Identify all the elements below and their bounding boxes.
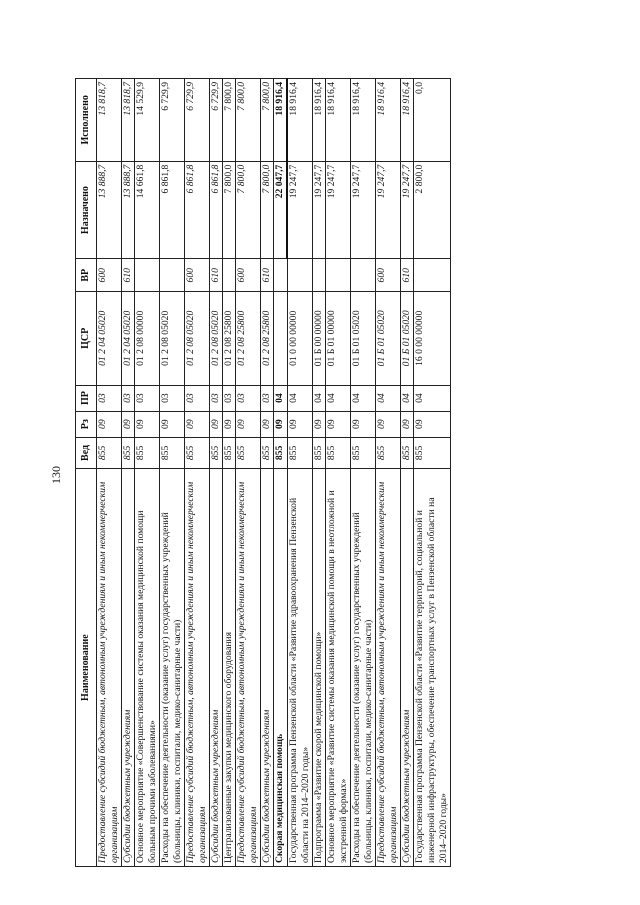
cell-ved: 855 <box>350 437 375 469</box>
cell-executed: 0,0 <box>413 79 450 162</box>
cell-executed: 7 800,0 <box>236 79 261 162</box>
cell-rz: 09 <box>223 411 236 437</box>
table-row <box>350 79 375 867</box>
cell-executed: 7 800,0 <box>261 79 274 162</box>
col-header-csr: ЦСР <box>76 292 97 385</box>
cell-csr: 01 2 08 05020 <box>160 292 185 385</box>
cell-ved: 855 <box>223 437 236 469</box>
cell-executed: 7 800,0 <box>223 79 236 162</box>
table-row <box>97 79 122 867</box>
cell-csr: 01 2 04 05020 <box>122 292 135 385</box>
cell-rz: 09 <box>274 411 288 437</box>
cell-rz: 09 <box>287 411 312 437</box>
cell-name: Субсидии бюджетным учреждениям <box>122 469 135 867</box>
cell-assigned: 7 800,0 <box>223 161 236 259</box>
cell-name: Скорая медицинская помощь <box>274 469 288 867</box>
table-row <box>312 79 325 867</box>
cell-rz: 09 <box>400 411 413 437</box>
table-row <box>413 79 450 867</box>
cell-rz: 09 <box>135 411 160 437</box>
col-header-name: Наименование <box>76 469 97 867</box>
cell-rz: 09 <box>375 411 400 437</box>
cell-executed: 18 916,4 <box>287 79 312 162</box>
cell-csr: 01 2 08 25800 <box>223 292 236 385</box>
cell-ved: 855 <box>413 437 450 469</box>
cell-vr <box>135 259 160 292</box>
col-header-pr: ПР <box>76 385 97 411</box>
cell-name: Субсидии бюджетным учреждениям <box>210 469 223 867</box>
cell-executed: 18 916,4 <box>400 79 413 162</box>
cell-vr: 610 <box>400 259 413 292</box>
cell-ved: 855 <box>400 437 413 469</box>
budget-table <box>75 78 451 867</box>
cell-vr <box>160 259 185 292</box>
cell-vr: 600 <box>97 259 122 292</box>
cell-executed: 13 818,7 <box>122 79 135 162</box>
table-row <box>375 79 400 867</box>
cell-executed: 6 729,9 <box>185 79 210 162</box>
cell-ved: 855 <box>312 437 325 469</box>
table-row <box>274 79 288 867</box>
cell-executed: 18 916,4 <box>375 79 400 162</box>
table-row <box>287 79 312 867</box>
page-number: 130 <box>49 466 63 484</box>
table-row <box>122 79 135 867</box>
cell-name: Субсидии бюджетным учреждениям <box>400 469 413 867</box>
cell-csr: 01 Б 01 00000 <box>325 292 350 385</box>
cell-pr: 04 <box>400 385 413 411</box>
cell-name: Государственная программа Пензенской области «Развитие здравоохранения Пензенской области на 2014–2020 годы» <box>287 469 312 867</box>
table-row <box>210 79 223 867</box>
col-header-vr: ВР <box>76 259 97 292</box>
cell-name: Основное мероприятие «Совершенствование системы оказания медицинской помощи больным прочими заболеваниями» <box>135 469 160 867</box>
cell-csr: 01 2 08 05020 <box>210 292 223 385</box>
table-row <box>160 79 185 867</box>
cell-csr: 01 Б 00 00000 <box>312 292 325 385</box>
cell-rz: 09 <box>350 411 375 437</box>
cell-assigned: 6 861,8 <box>210 161 223 259</box>
cell-pr: 04 <box>375 385 400 411</box>
cell-name: Государственная программа Пензенской области «Развитие территорий, социальной и инженерной инфраструктуры, обеспечение транспортных услуг в Пензенской области на 2014–2020 годы» <box>413 469 450 867</box>
cell-ved: 855 <box>97 437 122 469</box>
cell-name: Централизованные закупки медицинского оборудования <box>223 469 236 867</box>
col-header-assigned: Назначено <box>76 161 97 259</box>
cell-name: Расходы на обеспечение деятельности (оказание услуг) государственных учреждений (больницы, клиники, госпитали, медико-санитарные части) <box>160 469 185 867</box>
cell-csr: 01 0 00 00000 <box>287 292 312 385</box>
cell-assigned: 6 861,8 <box>160 161 185 259</box>
col-header-executed: Исполнено <box>76 79 97 162</box>
cell-assigned: 19 247,7 <box>287 161 312 259</box>
cell-assigned: 19 247,7 <box>312 161 325 259</box>
cell-vr: 610 <box>122 259 135 292</box>
cell-executed: 6 729,9 <box>160 79 185 162</box>
cell-assigned: 7 800,0 <box>261 161 274 259</box>
cell-assigned: 6 861,8 <box>185 161 210 259</box>
cell-pr: 03 <box>236 385 261 411</box>
cell-vr <box>287 259 312 292</box>
cell-assigned: 14 661,8 <box>135 161 160 259</box>
cell-rz: 09 <box>325 411 350 437</box>
cell-pr: 04 <box>287 385 312 411</box>
table-row <box>325 79 350 867</box>
cell-assigned: 7 800,0 <box>236 161 261 259</box>
cell-pr: 03 <box>97 385 122 411</box>
cell-csr: 01 Б 01 05020 <box>375 292 400 385</box>
cell-executed: 18 916,4 <box>312 79 325 162</box>
cell-ved: 855 <box>160 437 185 469</box>
cell-pr: 03 <box>185 385 210 411</box>
table-row <box>400 79 413 867</box>
cell-executed: 18 916,4 <box>274 79 288 162</box>
cell-rz: 09 <box>261 411 274 437</box>
cell-pr: 03 <box>160 385 185 411</box>
cell-csr: 01 2 08 25800 <box>261 292 274 385</box>
cell-csr <box>274 292 288 385</box>
cell-name: Предоставление субсидий бюджетным, автономным учреждениям и иным некоммерческим организациям <box>97 469 122 867</box>
cell-pr: 03 <box>261 385 274 411</box>
rotated-page <box>75 78 637 867</box>
cell-pr: 04 <box>274 385 288 411</box>
cell-csr: 01 2 08 05020 <box>185 292 210 385</box>
table-row <box>261 79 274 867</box>
cell-rz: 09 <box>210 411 223 437</box>
cell-pr: 03 <box>223 385 236 411</box>
cell-vr <box>274 259 288 292</box>
cell-vr: 610 <box>210 259 223 292</box>
cell-ved: 855 <box>185 437 210 469</box>
cell-pr: 04 <box>312 385 325 411</box>
table-row <box>236 79 261 867</box>
cell-executed: 14 529,9 <box>135 79 160 162</box>
cell-executed: 18 916,4 <box>325 79 350 162</box>
cell-name: Предоставление субсидий бюджетным, автономным учреждениям и иным некоммерческим организациям <box>185 469 210 867</box>
cell-ved: 855 <box>325 437 350 469</box>
cell-rz: 09 <box>160 411 185 437</box>
cell-name: Основное мероприятие «Развитие системы оказания медицинской помощи в неотложной и экстренной формах» <box>325 469 350 867</box>
cell-pr: 03 <box>135 385 160 411</box>
table-row <box>135 79 160 867</box>
cell-pr: 03 <box>122 385 135 411</box>
cell-rz: 09 <box>312 411 325 437</box>
col-header-ved: Вед <box>76 437 97 469</box>
cell-csr: 01 2 04 05020 <box>97 292 122 385</box>
cell-pr: 04 <box>325 385 350 411</box>
cell-csr: 01 Б 01 05020 <box>400 292 413 385</box>
cell-assigned: 19 247,7 <box>325 161 350 259</box>
cell-vr <box>223 259 236 292</box>
cell-assigned: 13 888,7 <box>97 161 122 259</box>
cell-name: Подпрограмма «Развитие скорой медицинской помощи» <box>312 469 325 867</box>
cell-ved: 855 <box>274 437 288 469</box>
cell-assigned: 19 247,7 <box>375 161 400 259</box>
col-header-rz: Рз <box>76 411 97 437</box>
cell-ved: 855 <box>135 437 160 469</box>
cell-assigned: 13 888,7 <box>122 161 135 259</box>
cell-ved: 855 <box>210 437 223 469</box>
table-body <box>97 79 451 867</box>
cell-rz: 09 <box>185 411 210 437</box>
cell-assigned: 19 247,7 <box>400 161 413 259</box>
header-row <box>76 79 97 867</box>
cell-vr: 600 <box>375 259 400 292</box>
cell-pr: 03 <box>210 385 223 411</box>
cell-executed: 13 818,7 <box>97 79 122 162</box>
cell-assigned: 19 247,7 <box>350 161 375 259</box>
cell-rz: 09 <box>97 411 122 437</box>
table-row <box>223 79 236 867</box>
cell-csr: 16 0 00 00000 <box>413 292 450 385</box>
cell-csr: 01 2 08 25800 <box>236 292 261 385</box>
cell-name: Предоставление субсидий бюджетным, автономным учреждениям и иным некоммерческим организациям <box>375 469 400 867</box>
cell-ved: 855 <box>287 437 312 469</box>
cell-vr <box>325 259 350 292</box>
cell-executed: 18 916,4 <box>350 79 375 162</box>
cell-rz: 09 <box>122 411 135 437</box>
cell-assigned: 2 800,0 <box>413 161 450 259</box>
cell-vr: 610 <box>261 259 274 292</box>
cell-rz: 09 <box>413 411 450 437</box>
cell-vr: 600 <box>236 259 261 292</box>
cell-vr <box>312 259 325 292</box>
cell-name: Расходы на обеспечение деятельности (оказание услуг) государственных учреждений (больницы, клиники, госпитали, медико-санитарные части) <box>350 469 375 867</box>
cell-ved: 855 <box>261 437 274 469</box>
cell-csr: 01 Б 01 05020 <box>350 292 375 385</box>
table-row <box>185 79 210 867</box>
cell-name: Субсидии бюджетным учреждениям <box>261 469 274 867</box>
cell-vr <box>413 259 450 292</box>
cell-csr: 01 2 08 00000 <box>135 292 160 385</box>
cell-vr: 600 <box>185 259 210 292</box>
cell-assigned: 22 047,7 <box>274 161 288 259</box>
cell-name: Предоставление субсидий бюджетным, автономным учреждениям и иным некоммерческим организациям <box>236 469 261 867</box>
cell-ved: 855 <box>236 437 261 469</box>
cell-rz: 09 <box>236 411 261 437</box>
cell-executed: 6 729,9 <box>210 79 223 162</box>
cell-pr: 04 <box>350 385 375 411</box>
cell-vr <box>350 259 375 292</box>
cell-ved: 855 <box>122 437 135 469</box>
cell-ved: 855 <box>375 437 400 469</box>
cell-pr: 04 <box>413 385 450 411</box>
